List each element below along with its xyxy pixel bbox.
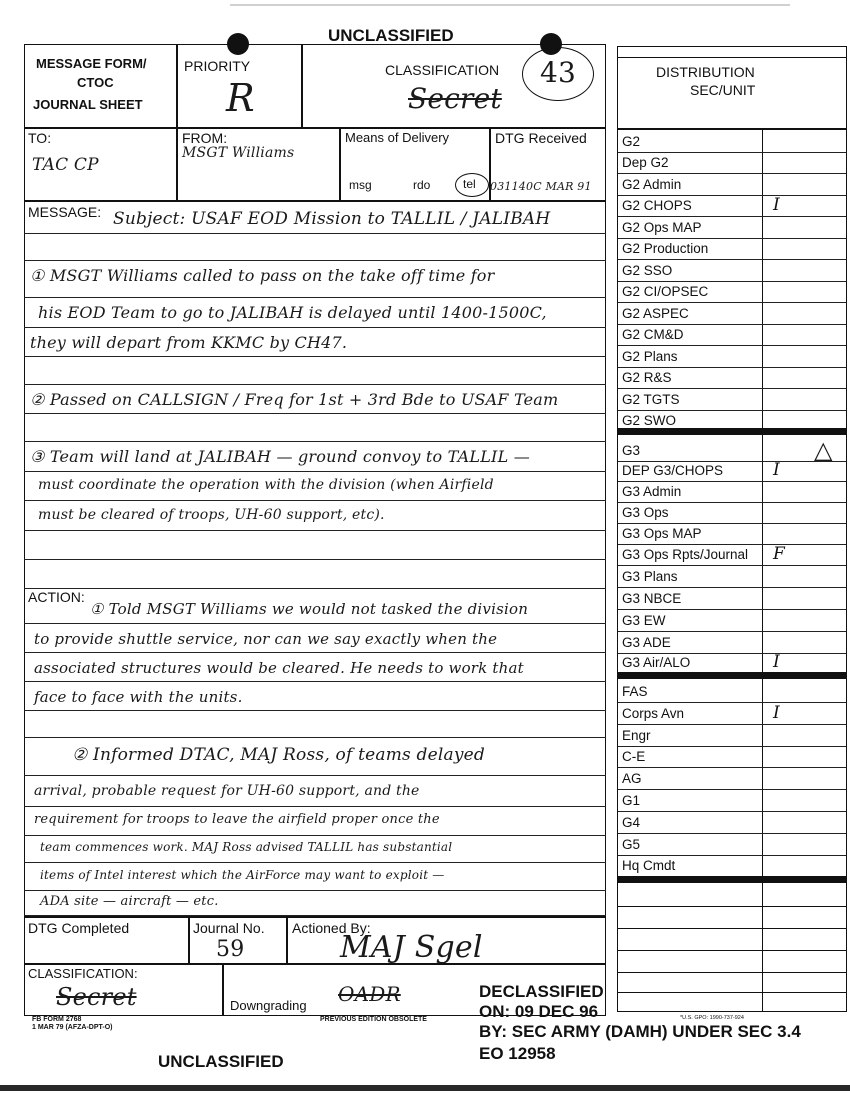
- form-title-2: CTOC: [77, 75, 114, 90]
- distribution-row-label: Hq Cmdt: [622, 858, 676, 873]
- downgrading-value[interactable]: OADR: [338, 982, 401, 1006]
- distribution-row[interactable]: [618, 544, 846, 566]
- scan-noise-top: [230, 4, 790, 6]
- distribution-row[interactable]: [618, 346, 846, 368]
- action-line: face to face with the units.: [34, 688, 243, 706]
- distribution-row[interactable]: [618, 238, 846, 260]
- action-line: team commences work. MAJ Ross advised TALLIL has substantial: [40, 840, 453, 854]
- distribution-row[interactable]: [618, 632, 846, 654]
- divider: [24, 127, 606, 129]
- blank-row: [617, 906, 847, 907]
- ruled-line: [24, 233, 606, 234]
- distribution-row-mark: I: [773, 703, 780, 723]
- ruled-line: [24, 297, 606, 298]
- declass-line1: DECLASSIFIED: [479, 982, 604, 1001]
- thick-separator: [617, 876, 847, 883]
- distribution-row-label: Engr: [622, 728, 651, 743]
- distribution-row[interactable]: [618, 652, 846, 674]
- ruled-line: [24, 530, 606, 531]
- distribution-row[interactable]: [618, 834, 846, 856]
- from-value[interactable]: MSGT Williams: [182, 145, 295, 161]
- distribution-row[interactable]: [618, 481, 846, 503]
- means-tel[interactable]: tel: [463, 177, 476, 191]
- action-line: ① Told MSGT Williams we would not tasked the division: [90, 600, 529, 618]
- blank-row: [617, 992, 847, 993]
- divider: [222, 964, 224, 1016]
- distribution-row-label: G2 R&S: [622, 370, 672, 385]
- distribution-row-label: G2 SWO: [622, 413, 677, 428]
- classification-label: CLASSIFICATION: [385, 62, 500, 78]
- scan-noise-bottom: [0, 1085, 850, 1091]
- message-line: ③ Team will land at JALIBAH — ground convoy to TALLIL —: [30, 447, 530, 466]
- distribution-row-label: G1: [622, 793, 641, 808]
- distribution-title-2: SEC/UNIT: [690, 82, 756, 98]
- to-label: TO:: [28, 130, 52, 146]
- page-number: 43: [540, 56, 577, 89]
- classification-bottom-label: CLASSIFICATION:: [28, 966, 138, 981]
- blank-row: [617, 928, 847, 929]
- distribution-row-label: G3: [622, 443, 641, 458]
- action-line: ② Informed DTAC, MAJ Ross, of teams delayed: [72, 745, 486, 765]
- top-classification: UNCLASSIFIED: [328, 26, 454, 45]
- ruled-line: [24, 890, 606, 891]
- distribution-row-label: G5: [622, 837, 641, 852]
- distribution-row-label: G2 Admin: [622, 177, 682, 192]
- distribution-row[interactable]: [618, 768, 846, 790]
- actioned-by-signature[interactable]: MAJ Sgel: [340, 930, 483, 965]
- distribution-row[interactable]: [618, 681, 846, 703]
- classification-bottom-value[interactable]: Secret: [56, 983, 137, 1011]
- distribution-row-mark: I: [773, 652, 780, 672]
- form-title-3: JOURNAL SHEET: [33, 97, 143, 112]
- dtg-received-value[interactable]: 031140C MAR 91: [490, 180, 592, 193]
- form-title-1: MESSAGE FORM/: [36, 56, 147, 71]
- ruled-line: [24, 500, 606, 501]
- action-line: arrival, probable request for UH-60 support, and the: [34, 783, 420, 799]
- distribution-row-label: G2 Ops MAP: [622, 220, 702, 235]
- distribution-row-label: G2 CI/OPSEC: [622, 284, 709, 299]
- action-line: ADA site — aircraft — etc.: [40, 894, 219, 909]
- distribution-row-label: G3 ADE: [622, 635, 671, 650]
- distribution-row[interactable]: [618, 195, 846, 217]
- distribution-row-mark: I: [773, 195, 780, 215]
- previous-edition: PREVIOUS EDITION OBSOLETE: [320, 1016, 427, 1023]
- ruled-line: [24, 327, 606, 328]
- distribution-row[interactable]: [618, 324, 846, 346]
- message-label: MESSAGE:: [28, 204, 102, 220]
- distribution-row[interactable]: [618, 725, 846, 747]
- gpo-text: *U.S. GPO: 1990-737-924: [680, 1015, 744, 1021]
- ruled-line: [24, 588, 606, 589]
- distribution-row[interactable]: [618, 303, 846, 325]
- distribution-row-label: G2 Plans: [622, 349, 678, 364]
- distribution-row[interactable]: [618, 855, 846, 877]
- ruled-line: [24, 652, 606, 653]
- distribution-row[interactable]: [618, 367, 846, 389]
- divider: [286, 916, 288, 964]
- distribution-row-label: G2 CHOPS: [622, 198, 692, 213]
- message-line: must be cleared of troops, UH-60 support, etc).: [38, 507, 385, 523]
- action-line: items of Intel interest which the AirForce may want to exploit —: [40, 868, 445, 882]
- form-number: [32, 1016, 113, 1032]
- ruled-line: [24, 806, 606, 807]
- ruled-line: [24, 681, 606, 682]
- ruled-line: [24, 737, 606, 738]
- divider: [301, 44, 303, 128]
- distribution-row-label: G2: [622, 134, 641, 149]
- thick-separator: [617, 672, 847, 679]
- distribution-row[interactable]: [618, 566, 846, 588]
- distribution-row[interactable]: [618, 703, 846, 725]
- ruled-line: [24, 260, 606, 261]
- message-line: must coordinate the operation with the division (when Airfield: [38, 477, 494, 493]
- divider: [617, 57, 847, 58]
- to-value[interactable]: TAC CP: [32, 155, 99, 175]
- bottom-classification: UNCLASSIFIED: [158, 1052, 284, 1071]
- classification-value[interactable]: Secret: [408, 82, 502, 115]
- message-subject: Subject: USAF EOD Mission to TALLIL / JALIBAH: [113, 209, 551, 229]
- distribution-row-label: G3 Ops MAP: [622, 526, 702, 541]
- distribution-row[interactable]: [618, 610, 846, 632]
- distribution-row-label: G3 EW: [622, 613, 666, 628]
- action-line: to provide shuttle service, nor can we say exactly when the: [34, 630, 498, 648]
- form-number-text: FB FORM 2768 1 MAR 79 (AFZA-DPT-O): [32, 1016, 113, 1031]
- divider: [617, 128, 847, 130]
- ruled-line: [24, 441, 606, 442]
- distribution-row[interactable]: [618, 502, 846, 524]
- ruled-line: [24, 623, 606, 624]
- distribution-row[interactable]: [618, 131, 846, 153]
- distribution-row[interactable]: [618, 460, 846, 482]
- distribution-row-label: G2 TGTS: [622, 392, 680, 407]
- distribution-row[interactable]: [618, 440, 846, 462]
- distribution-row[interactable]: [618, 588, 846, 610]
- distribution-row-label: G3 Admin: [622, 484, 682, 499]
- distribution-row-label: G2 CM&D: [622, 327, 684, 342]
- ruled-line: [24, 775, 606, 776]
- means-rdo[interactable]: rdo: [413, 178, 431, 192]
- distribution-row[interactable]: [618, 281, 846, 303]
- distribution-row-label: C-E: [622, 749, 646, 764]
- declass-line2: ON: 09 DEC 96: [479, 1002, 599, 1021]
- distribution-row[interactable]: [618, 746, 846, 768]
- distribution-row-label: G3 Plans: [622, 569, 678, 584]
- distribution-title-1: DISTRIBUTION: [656, 64, 755, 80]
- message-line: ① MSGT Williams called to pass on the take off time for: [30, 266, 495, 285]
- distribution-row-label: G3 Ops Rpts/Journal: [622, 547, 749, 562]
- check-mark-icon: △: [814, 436, 833, 464]
- message-line: they will depart from KKMC by CH47.: [30, 333, 348, 352]
- declass-line3: BY: SEC ARMY (DAMH) UNDER SEC 3.4: [479, 1022, 801, 1041]
- blank-row: [617, 972, 847, 973]
- ruled-line: [24, 413, 606, 414]
- distribution-row[interactable]: [618, 260, 846, 282]
- action-label: ACTION:: [28, 589, 85, 605]
- divider: [339, 128, 341, 200]
- distribution-row-label: Corps Avn: [622, 706, 685, 721]
- priority-label: PRIORITY: [184, 58, 251, 74]
- dtg-completed-label: DTG Completed: [28, 920, 130, 936]
- distribution-row-label: Dep G2: [622, 155, 669, 170]
- from-label: FROM:: [182, 130, 228, 146]
- distribution-row-label: AG: [622, 771, 642, 786]
- distribution-row-label: G4: [622, 815, 641, 830]
- distribution-row-label: G2 ASPEC: [622, 306, 689, 321]
- distribution-row[interactable]: [618, 152, 846, 174]
- distribution-row-label: G3 NBCE: [622, 591, 682, 606]
- distribution-row-label: G3 Ops: [622, 505, 669, 520]
- distribution-row-label: G2 SSO: [622, 263, 673, 278]
- ruled-line: [24, 471, 606, 472]
- divider: [24, 963, 606, 965]
- dtg-received-label: DTG Received: [495, 130, 587, 146]
- message-line: his EOD Team to go to JALIBAH is delayed until 1400-1500C,: [38, 303, 547, 322]
- distribution-row[interactable]: [618, 389, 846, 411]
- ruled-line: [24, 384, 606, 385]
- distribution-row[interactable]: [618, 812, 846, 834]
- thick-separator: [617, 428, 847, 435]
- distribution-row[interactable]: [618, 174, 846, 196]
- ruled-line: [24, 559, 606, 560]
- distribution-row-label: G2 Production: [622, 241, 709, 256]
- ruled-line: [24, 835, 606, 836]
- message-line: ② Passed on CALLSIGN / Freq for 1st + 3rd Bde to USAF Team: [30, 390, 559, 409]
- action-line: associated structures would be cleared. He needs to work that: [34, 659, 524, 677]
- means-of-delivery-label: Means of Delivery: [345, 130, 450, 145]
- divider: [24, 200, 606, 202]
- distribution-row[interactable]: [618, 523, 846, 545]
- divider: [176, 128, 178, 200]
- priority-value[interactable]: R: [226, 76, 255, 120]
- distribution-row-mark: F: [773, 544, 785, 564]
- downgrading-label: Downgrading: [230, 998, 307, 1013]
- distribution-row-label: FAS: [622, 684, 648, 699]
- distribution-row-label: G3 Air/ALO: [622, 655, 691, 670]
- ruled-line: [24, 862, 606, 863]
- distribution-row-label: DEP G3/CHOPS: [622, 463, 724, 478]
- distribution-row[interactable]: [618, 790, 846, 812]
- divider: [188, 916, 190, 964]
- divider: [176, 44, 178, 128]
- journal-no-value[interactable]: 59: [216, 937, 245, 962]
- journal-no-label: Journal No.: [193, 920, 265, 936]
- distribution-row-mark: I: [773, 460, 780, 480]
- blank-row: [617, 950, 847, 951]
- divider: [24, 916, 606, 918]
- ruled-line: [24, 710, 606, 711]
- action-line: requirement for troops to leave the airfield proper once the: [34, 812, 440, 827]
- declass-line4: EO 12958: [479, 1044, 556, 1063]
- distribution-row[interactable]: [618, 217, 846, 239]
- actioned-by-label: Actioned By:: [292, 920, 371, 936]
- means-msg[interactable]: msg: [349, 178, 372, 192]
- ruled-line: [24, 356, 606, 357]
